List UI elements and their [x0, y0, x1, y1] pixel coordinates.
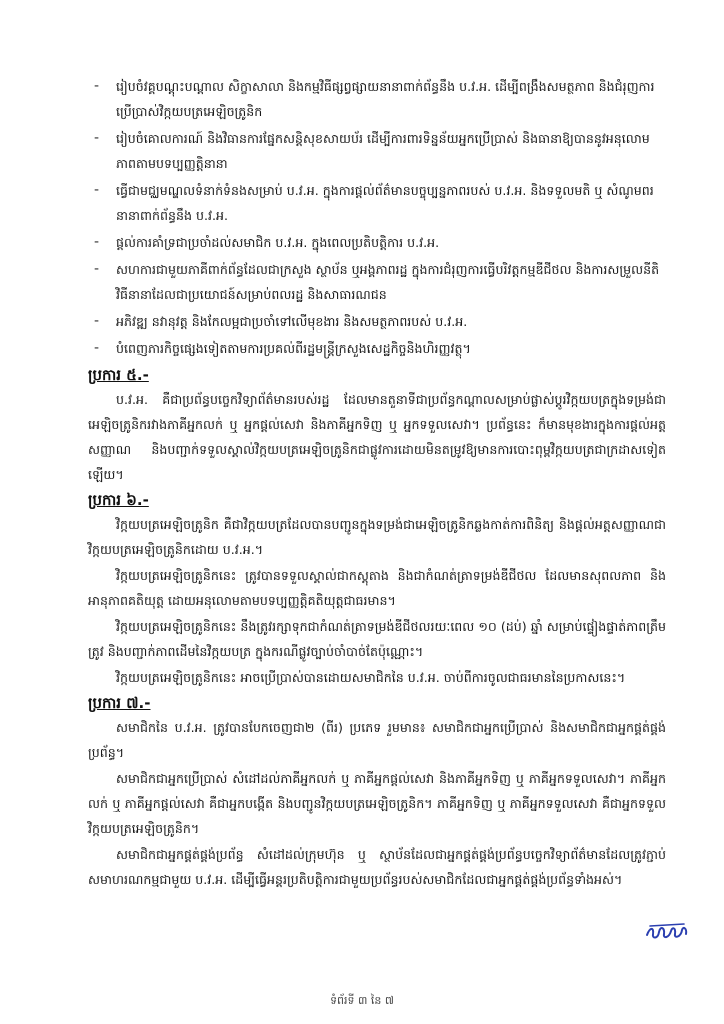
list-item: - ធ្វើជាមជ្ឈមណ្ឌលទំនាក់ទំនងសម្រាប់ ប.វ.អ. ក្នុងការផ្តល់ព័ត៌មានបច្ចុប្បន្នភាពរបស់ ប.វ.អ. និងទទួលមតិ ឬ សំណូមពរនានាពាក់ព័ន្ធនឹង ប.វ.អ.: [88, 178, 666, 228]
article-heading: ប្រការ ៥.-: [88, 366, 149, 384]
article-paragraph: សមាជិកជាអ្នកផ្គត់ផ្គង់ប្រព័ន្ធ សំដៅដល់ក្រុមហ៊ុន ឬ ស្ថាប័នដែលជាអ្នកផ្គត់ផ្គង់ប្រព័ន្ធបច្ចេកវិទ្យាព័ត៌មានដែលត្រូវភ្ជាប់សមាហរណកម្មជាមួយ ប.វ.អ. ដើម្បីធ្វើអន្តរប្រតិបត្តិការជាមួយប្រព័ន្ធរបស់សមាជិកដែលជាអ្នកផ្គត់ផ្គង់ប្រព័ន្ធទាំងអស់។: [88, 847, 666, 887]
article-paragraph: សមាជិកជាអ្នកប្រើប្រាស់ សំដៅដល់ភាគីអ្នកលក់ ឬ ភាគីអ្នកផ្តល់សេវា និងភាគីអ្នកទិញ ឬ ភាគីអ្នកទទួលសេវា។ ភាគីអ្នកលក់ ឬ ភាគីអ្នកផ្តល់សេវា គឺជាអ្នកបង្កើត និងបញ្ជូនវិក្កយបត្រអេឡិចត្រូនិក។ ភាគីអ្នកទិញ ឬ ភាគីអ្នកទទួលសេវា គឺជាអ្នកទទួលវិក្កយបត្រអេឡិចត្រូនិក។: [88, 771, 666, 836]
article-paragraph: សមាជិកនៃ ប.វ.អ. ត្រូវបានបែកចេញជា២ (ពីរ) ប្រភេទ រួមមាន៖ សមាជិកជាអ្នកប្រើប្រាស់ និងសមាជិកជាអ្នកផ្គត់ផ្គង់ប្រព័ន្ធ។: [88, 720, 666, 760]
handwritten-initials: [644, 921, 690, 943]
article-paragraph: វិក្កយបត្រអេឡិចត្រូនិក គឺជាវិក្កយបត្រដែលបានបញ្ជូនក្នុងទម្រង់ជាអេឡិចត្រូនិកឆ្លងកាត់ការពិនិត្យ និងផ្តល់អត្តសញ្ញាណជាវិក្កយបត្រអេឡិចត្រូនិកដោយ ប.វ.អ.។: [88, 517, 666, 557]
article-7: [88, 691, 666, 892]
list-item: - រៀបចំវគ្គបណ្តុះបណ្តាល សិក្ខាសាលា និងកម្មវិធីផ្សព្វផ្សាយនានាពាក់ព័ន្ធនឹង ប.វ.អ. ដើម្បីពង្រឹងសមត្ថភាព និងជំរុញការប្រើប្រាស់វិក្កយបត្រអេឡិចត្រូនិក: [88, 74, 666, 124]
list-item: - ផ្តល់ការគាំទ្រជាប្រចាំដល់សមាជិក ប.វ.អ. ក្នុងពេលប្រតិបត្តិការ ប.វ.អ.: [88, 230, 666, 255]
list-item: - អភិវឌ្ឍ នវានុវត្ត និងកែលម្អជាប្រចាំទៅលើមុខងារ និងសមត្ថភាពរបស់ ប.វ.អ.: [88, 309, 666, 334]
document-body: [88, 74, 666, 893]
article-paragraph: ប.វ.អ. គឺជាប្រព័ន្ធបច្ចេកវិទ្យាព័ត៌មានរបស់រដ្ឋ ដែលមានតួនាទីជាប្រព័ន្ធកណ្តាលសម្រាប់ផ្លាស់ប្តូរវិក្កយបត្រក្នុងទម្រង់ជាអេឡិចត្រូនិករវាងភាគីអ្នកលក់ ឬ អ្នកផ្តល់សេវា និងភាគីអ្នកទិញ ឬ អ្នកទទួលសេវា។ ប្រព័ន្ធនេះ ក៏មានមុខងារក្នុងការផ្តល់អត្តសញ្ញាណ និងបញ្ជាក់ទទួលស្គាល់វិក្កយបត្រអេឡិចត្រូនិកជាផ្លូវការដោយមិនតម្រូវឱ្យមានការបោះពុម្ពវិក្កយបត្រជាក្រដាសទៀតឡើយ។: [88, 392, 666, 482]
article-paragraph: វិក្កយបត្រអេឡិចត្រូនិកនេះ អាចប្រើប្រាស់បានដោយសមាជិកនៃ ប.វ.អ. ចាប់ពីការចូលជាធរមាននៃប្រកាសនេះ។: [116, 670, 626, 685]
article-heading: ប្រការ ៦.-: [88, 491, 149, 509]
list-item: - រៀបចំគោលការណ៍ និងវិធានការផ្នែកសន្តិសុខសាយប័រ ដើម្បីការពារទិន្នន័យអ្នកប្រើប្រាស់ និងធានាឱ្យបាននូវអនុលោមភាពតាមបទប្បញ្ញត្តិនានា: [88, 126, 666, 176]
list-item: - សហការជាមួយភាគីពាក់ព័ន្ធដែលជាក្រសួង ស្ថាប័ន ឬអង្គភាពរដ្ឋ ក្នុងការជំរុញការធ្វើបរិវត្តកម្មឌីជីថល និងការសម្រួលនីតិវិធីនានាដែលជាប្រយោជន៍សម្រាប់ពលរដ្ឋ និងសាធារណជន: [88, 257, 666, 307]
article-paragraph: វិក្កយបត្រអេឡិចត្រូនិកនេះ ត្រូវបានទទួលស្គាល់ជាកស្តុតាង និងជាកំណត់ត្រាទម្រង់ឌីជីថល ដែលមានសុពលភាព និងអានុភាពគតិយុត្ត ដោយអនុលោមតាមបទប្បញ្ញត្តិគតិយុត្តជាធរមាន។: [88, 568, 666, 608]
article-6: [88, 488, 666, 690]
page-number: ទំព័រទី ៣ នៃ ៧: [330, 994, 394, 1007]
list-item: - បំពេញភារកិច្ចផ្សេងទៀតតាមការប្រគល់ពីរដ្ឋមន្ត្រីក្រសួងសេដ្ឋកិច្ចនិងហិរញ្ញវត្ថុ។: [88, 336, 666, 361]
article-heading: ប្រការ ៧.-: [88, 694, 151, 712]
article-paragraph: វិក្កយបត្រអេឡិចត្រូនិកនេះ នឹងត្រូវរក្សាទុកជាកំណត់ត្រាទម្រង់ឌីជីថលរយៈពេល ១០ (ដប់) ឆ្នាំ សម្រាប់ផ្ទៀងផ្ទាត់ភាពត្រឹមត្រូវ និងបញ្ជាក់ភាពដើមនៃវិក្កយបត្រ ក្នុងករណីផ្លូវច្បាប់ចាំបាច់តែប៉ុណ្ណោះ។: [88, 619, 666, 659]
bullet-list: [88, 74, 666, 361]
article-5: [88, 363, 666, 487]
